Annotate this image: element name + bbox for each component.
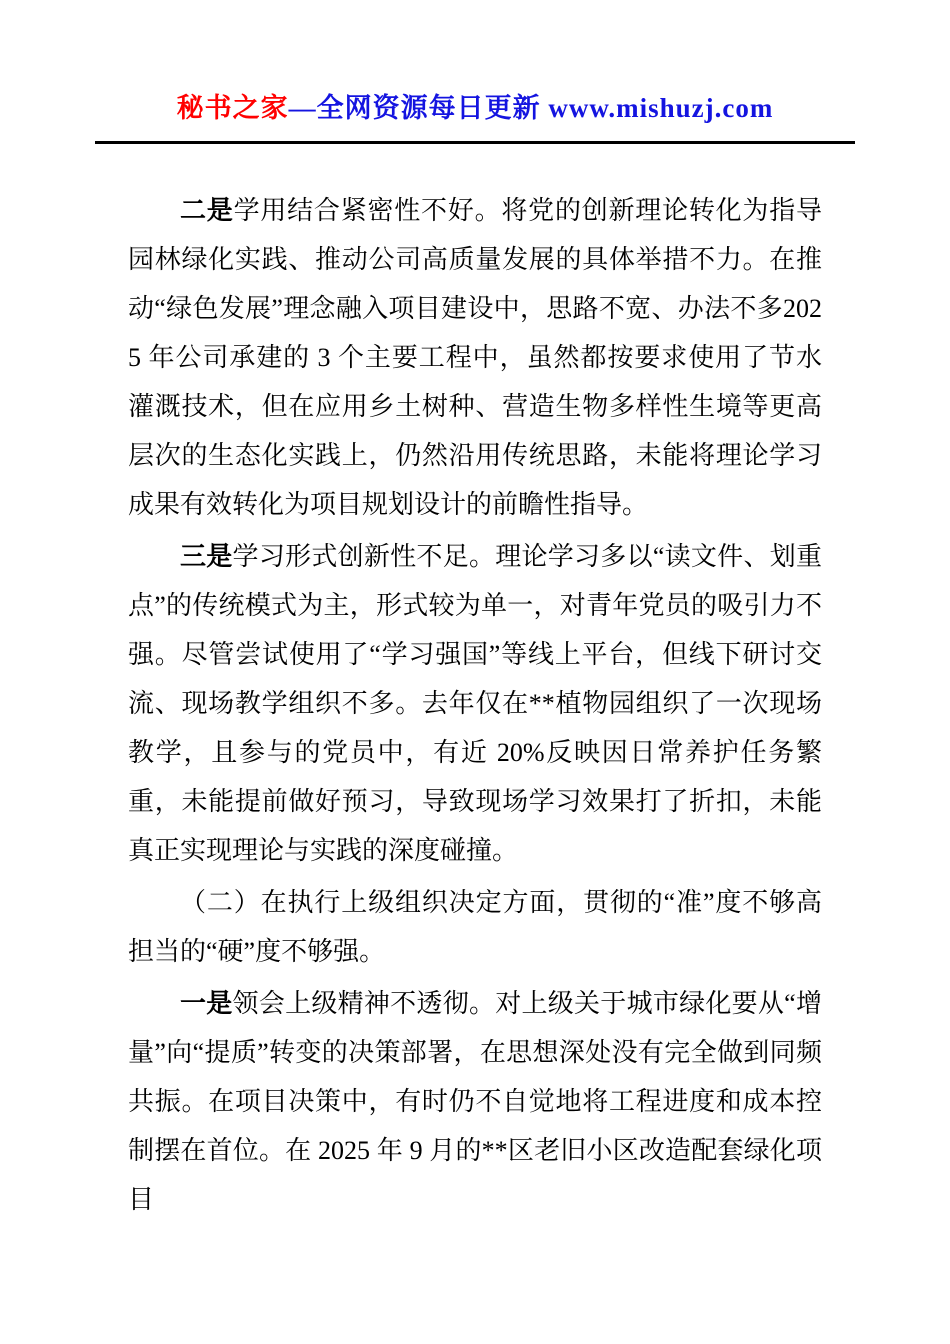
- paragraph-two-shi: [128, 186, 822, 529]
- paragraph-text: 学习形式创新性不足。理论学习多以“读文件、划重点”的传统模式为主，形式较为单一，对青年党员的吸引力不强。尽管尝试使用了“学习强国”等线上平台，但线下研讨交流、现场教学组织不多。去年仅在**植物园组织了一次现场教学，且参与的党员中，有近 20%反映因日常养护任务繁重，未能提前做好预习，导致现场学习效果打了折扣，未能真正实现理论与实践的深度碰撞。: [128, 542, 822, 865]
- header-tagline: —全网资源每日更新: [288, 93, 549, 123]
- paragraph-lead: 一是: [180, 989, 233, 1018]
- site-name: 秘书之家: [176, 93, 289, 123]
- paragraph-lead: 二是: [180, 196, 234, 225]
- paragraph-text: 领会上级精神不透彻。对上级关于城市绿化要从“增量”向“提质”转变的决策部署，在思想深处没有完全做到同频共振。在项目决策中，有时仍不自觉地将工程进度和成本控制摆在首位。在 2025 年 9 月的**区老旧小区改造配套绿化项目: [128, 989, 822, 1214]
- site-url-link[interactable]: www.mishuzj.com: [548, 93, 774, 123]
- paragraph-section-heading: [128, 878, 822, 976]
- paragraph-text: 学用结合紧密性不好。将党的创新理论转化为指导园林绿化实践、推动公司高质量发展的具体举措不力。在推动“绿色发展”理念融入项目建设中，思路不宽、办法不多2025 年公司承建的 3 个主要工程中，虽然都按要求使用了节水灌溉技术，但在应用乡土树种、营造生物多样性生境等更高层次的生态化实践上，仍然沿用传统思路，未能将理论学习成果有效转化为项目规划设计的前瞻性指导。: [128, 196, 822, 519]
- paragraph-text: （二）在执行上级组织决定方面，贯彻的“准”度不够高担当的“硬”度不够强。: [128, 888, 822, 966]
- document-body: [0, 144, 950, 1224]
- paragraph-one-shi: [128, 979, 822, 1224]
- page-header: [0, 86, 950, 125]
- paragraph-lead: 三是: [180, 542, 233, 571]
- paragraph-three-shi: [128, 532, 822, 875]
